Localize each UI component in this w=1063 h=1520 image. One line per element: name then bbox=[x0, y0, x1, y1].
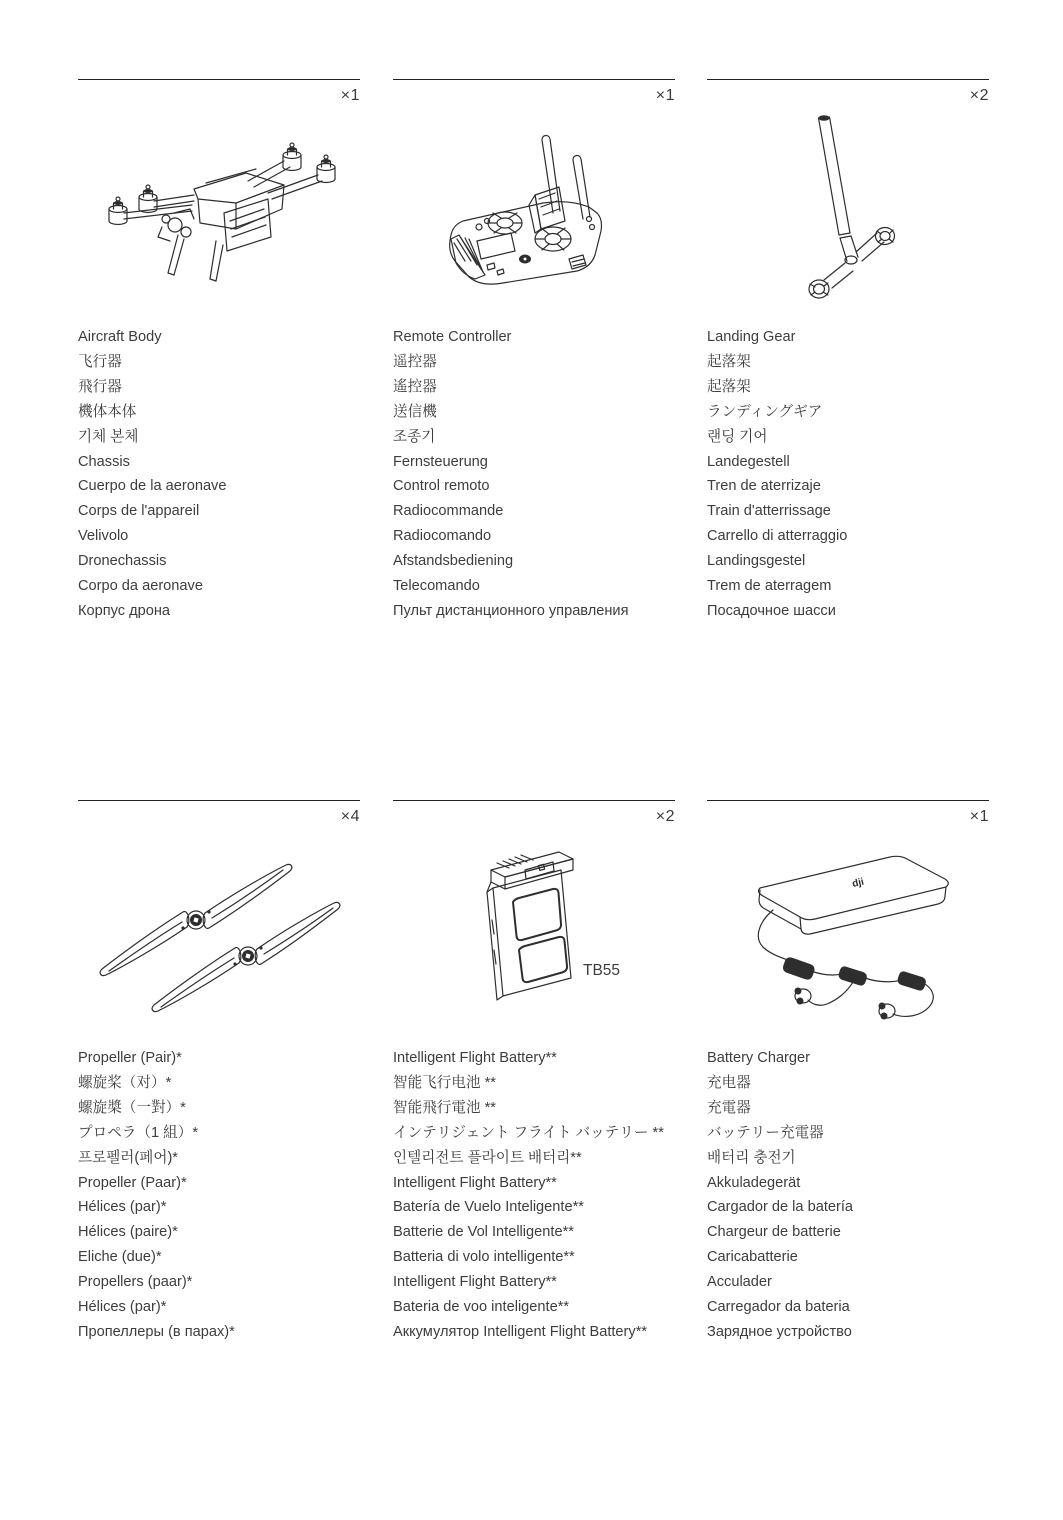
item-label: Hélices (par)* bbox=[78, 1299, 167, 1316]
item-label: Landingsgestel bbox=[707, 553, 806, 570]
item-label: Corps de l'appareil bbox=[78, 503, 200, 520]
item-label: Propeller (Paar)* bbox=[78, 1174, 187, 1191]
divider bbox=[707, 79, 989, 80]
item-label: 배터리 충전기 bbox=[707, 1149, 796, 1166]
item-label: Аккумулятор Intelligent Flight Battery** bbox=[393, 1323, 648, 1340]
divider bbox=[78, 79, 360, 80]
quantity-label: ×2 bbox=[655, 808, 675, 825]
label-list bbox=[393, 1046, 675, 1345]
item-label: 인텔리전트 플라이트 배터리** bbox=[393, 1149, 582, 1166]
battery-charger-illustration bbox=[707, 830, 989, 1042]
item-label: 智能飞行电池 ** bbox=[393, 1074, 496, 1091]
item-label: Remote Controller bbox=[393, 329, 512, 345]
item-label: Bateria de voo inteligente** bbox=[393, 1299, 570, 1316]
box-item-propeller-pair bbox=[78, 800, 360, 1345]
quantity-label: ×1 bbox=[655, 87, 675, 104]
item-label: バッテリー充電器 bbox=[707, 1124, 824, 1141]
box-item-battery-charger bbox=[707, 800, 989, 1345]
item-label: 조종기 bbox=[393, 428, 436, 445]
item-label: 螺旋桨（对）* bbox=[78, 1074, 172, 1091]
item-label: Tren de aterrizaje bbox=[707, 478, 821, 495]
item-label: Acculader bbox=[707, 1274, 772, 1291]
item-label: Carrello di atterraggio bbox=[707, 528, 848, 545]
item-label: Aircraft Body bbox=[78, 329, 162, 345]
quantity-label: ×1 bbox=[969, 808, 989, 825]
item-label: インテリジェント フライト バッテリー ** bbox=[393, 1124, 664, 1141]
item-label: Chassis bbox=[78, 453, 130, 470]
item-label: 智能飛行電池 ** bbox=[393, 1099, 496, 1116]
item-label: Velivolo bbox=[78, 528, 129, 545]
item-label: Intelligent Flight Battery** bbox=[393, 1274, 557, 1291]
item-label: Battery Charger bbox=[707, 1050, 811, 1066]
label-list bbox=[78, 325, 360, 624]
item-label: Radiocomando bbox=[393, 528, 492, 545]
item-label: Caricabatterie bbox=[707, 1249, 798, 1266]
item-label: 螺旋槳（一對）* bbox=[78, 1099, 186, 1116]
divider bbox=[707, 800, 989, 801]
item-label: Train d'atterrissage bbox=[707, 503, 831, 520]
item-label: Control remoto bbox=[393, 478, 490, 495]
item-label: Cuerpo de la aeronave bbox=[78, 478, 227, 495]
item-label: 送信機 bbox=[393, 403, 437, 420]
dji-logo: dji bbox=[851, 876, 866, 890]
item-label: 充电器 bbox=[707, 1074, 751, 1091]
item-label: Hélices (paire)* bbox=[78, 1224, 178, 1241]
label-list bbox=[393, 325, 675, 624]
item-label: Cargador de la batería bbox=[707, 1199, 854, 1216]
item-label: 機体本体 bbox=[78, 403, 137, 420]
item-label: Chargeur de batterie bbox=[707, 1224, 841, 1241]
item-label: Batería de Vuelo Inteligente** bbox=[393, 1199, 584, 1216]
propeller-pair-illustration bbox=[78, 830, 360, 1042]
item-label: Batterie de Vol Intelligente** bbox=[393, 1224, 574, 1241]
item-label: 遙控器 bbox=[393, 378, 437, 395]
box-item-intelligent-flight-battery bbox=[393, 800, 675, 1345]
item-label: Зарядное устройство bbox=[707, 1323, 852, 1340]
divider bbox=[393, 800, 675, 801]
aircraft-body-illustration bbox=[78, 109, 360, 321]
item-label: 랜딩 기어 bbox=[707, 428, 768, 445]
battery-model-label: TB55 bbox=[583, 962, 621, 979]
box-item-aircraft-body bbox=[78, 79, 360, 624]
label-list bbox=[707, 1046, 989, 1345]
item-label: 프로펠러(페어)* bbox=[78, 1149, 178, 1166]
item-label: 起落架 bbox=[707, 378, 751, 395]
quantity-label: ×1 bbox=[340, 87, 360, 104]
item-label: Carregador da bateria bbox=[707, 1299, 850, 1316]
item-label: Batteria di volo intelligente** bbox=[393, 1249, 575, 1266]
flight-battery-illustration bbox=[393, 830, 675, 1042]
item-label: Landegestell bbox=[707, 453, 790, 470]
item-label: Посадочное шасси bbox=[707, 602, 836, 619]
box-item-remote-controller bbox=[393, 79, 675, 624]
item-label: ランディングギア bbox=[707, 403, 823, 420]
item-label: 充電器 bbox=[707, 1099, 751, 1116]
landing-gear-illustration bbox=[707, 109, 989, 321]
item-label: Fernsteuerung bbox=[393, 453, 488, 470]
divider bbox=[78, 800, 360, 801]
item-label: Trem de aterragem bbox=[707, 578, 832, 595]
quantity-label: ×4 bbox=[340, 808, 360, 825]
item-label: Landing Gear bbox=[707, 329, 796, 345]
item-label: 遥控器 bbox=[393, 353, 437, 370]
item-label: Corpo da aeronave bbox=[78, 578, 203, 595]
box-item-landing-gear bbox=[707, 79, 989, 624]
item-label: 起落架 bbox=[707, 353, 751, 370]
item-label: Intelligent Flight Battery** bbox=[393, 1050, 557, 1066]
item-label: Radiocommande bbox=[393, 503, 504, 520]
item-label: Telecomando bbox=[393, 578, 480, 595]
item-label: Пульт дистанционного управления bbox=[393, 602, 629, 619]
item-label: Корпус дрона bbox=[78, 602, 171, 619]
item-label: Akkuladegerät bbox=[707, 1174, 801, 1191]
quantity-label: ×2 bbox=[969, 87, 989, 104]
item-label: Afstandsbediening bbox=[393, 553, 514, 570]
item-label: 飞行器 bbox=[78, 353, 122, 370]
item-label: Dronechassis bbox=[78, 553, 167, 570]
item-label: 飛行器 bbox=[78, 378, 122, 395]
item-label: 기체 본체 bbox=[78, 428, 139, 445]
remote-controller-illustration bbox=[393, 109, 675, 321]
item-label: Intelligent Flight Battery** bbox=[393, 1174, 557, 1191]
divider bbox=[393, 79, 675, 80]
item-label: Пропеллеры (в парах)* bbox=[78, 1323, 235, 1340]
item-label: Propellers (paar)* bbox=[78, 1274, 193, 1291]
label-list bbox=[707, 325, 989, 624]
item-label: Propeller (Pair)* bbox=[78, 1050, 182, 1066]
item-label: Eliche (due)* bbox=[78, 1249, 162, 1266]
item-label: Hélices (par)* bbox=[78, 1199, 167, 1216]
label-list bbox=[78, 1046, 360, 1345]
item-label: プロペラ（1 組）* bbox=[78, 1124, 199, 1141]
